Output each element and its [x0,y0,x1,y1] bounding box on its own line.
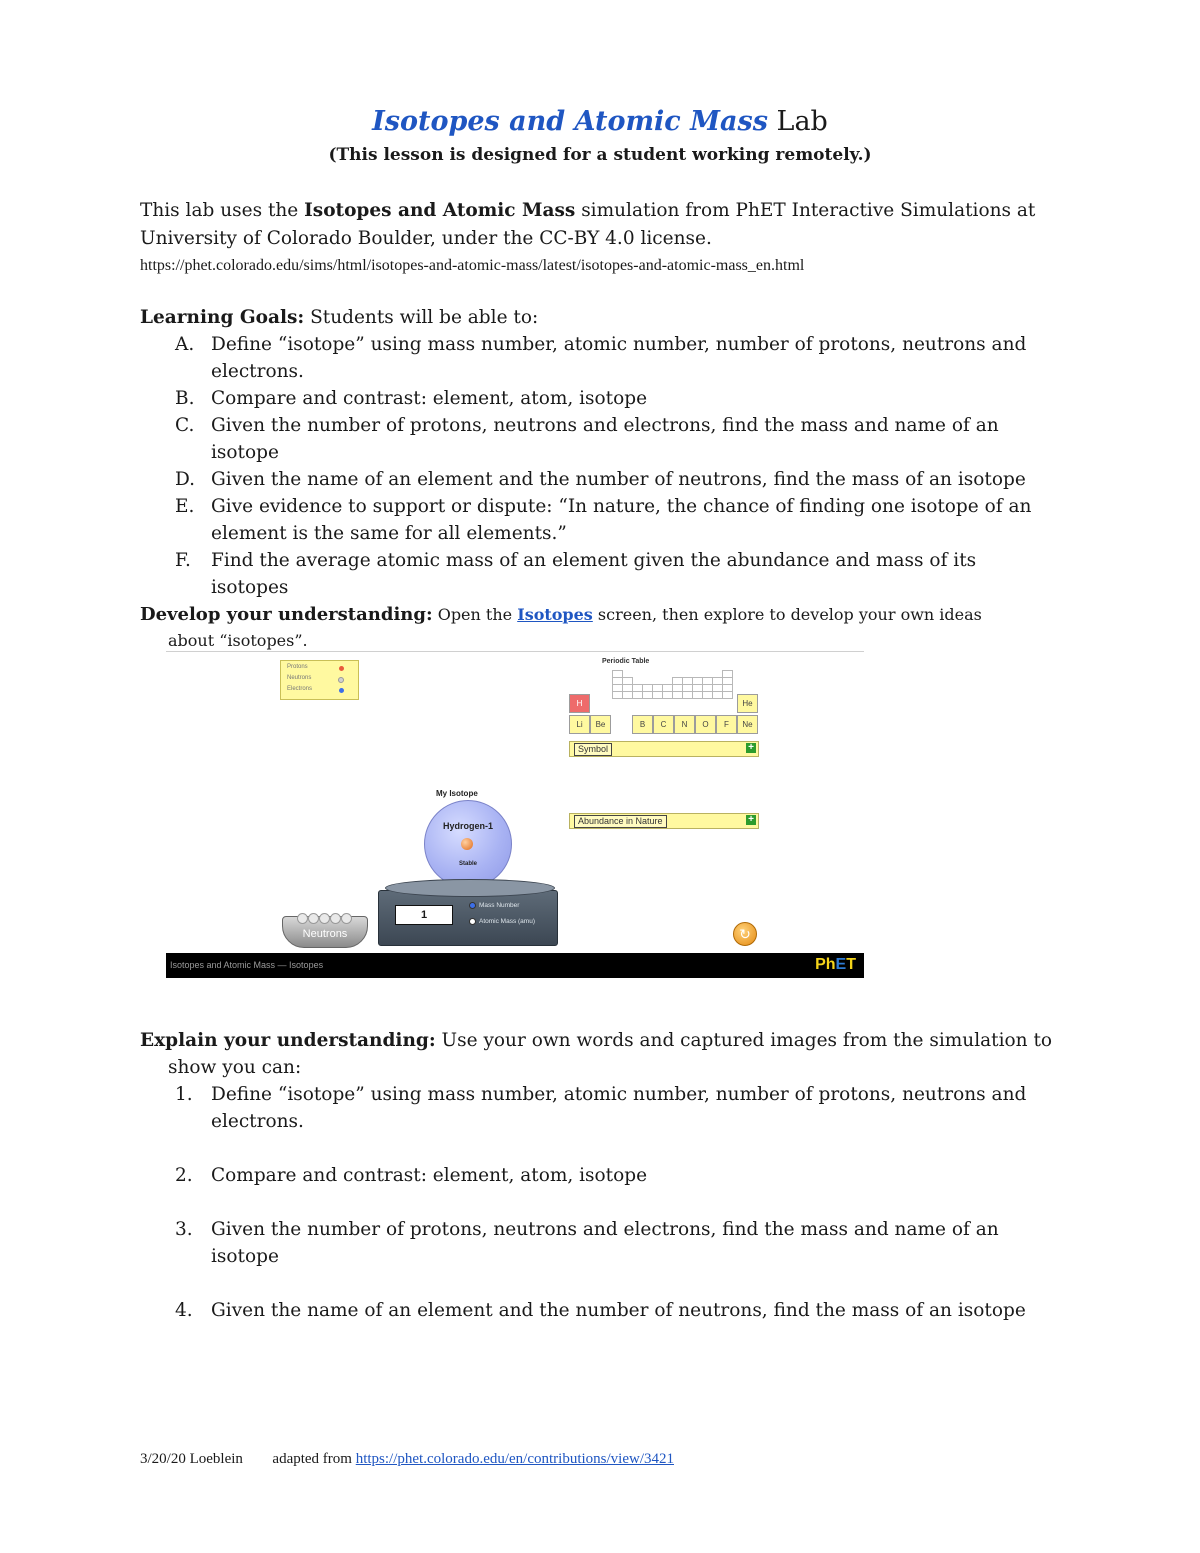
explain-text: Use your own words and captured images from the simulation to [435,1030,1053,1051]
goal-text: Compare and contrast: element, atom, isotope [211,388,648,409]
page-footer [140,1451,674,1468]
goal-label: E. [175,496,195,517]
symbol-panel-label: Symbol [574,743,612,756]
goal-text: Find the average atomic mass of an element given the abundance and mass of its isotopes [211,550,977,598]
goal-text: Given the name of an element and the number of neutrons, find the mass of an isotope [211,469,1026,490]
question-text: Given the number of protons, neutrons and electrons, find the mass and name of an [211,1219,999,1240]
legend-electrons: Electrons [287,686,313,692]
question-text: Given the name of an element and the number of neutrons, find the mass of an isotope [211,1300,1026,1321]
stability-label: Stable [458,861,477,867]
atomic-mass-option[interactable] [469,918,535,925]
sim-bar-title: Isotopes and Atomic Mass — Isotopes [170,960,324,970]
element-cell-he[interactable]: He [737,694,758,713]
intro-text-b: simulation from PhET Interactive Simulations at [575,200,1036,221]
goals-lead: Students will be able to: [304,307,539,328]
neutron-ball-icon[interactable] [319,913,330,924]
question-text: Define “isotope” using mass number, atomic number, number of protons, neutrons and [211,1084,1027,1105]
my-isotope-title: My Isotope [436,789,478,798]
intro-paragraph [140,197,1080,253]
goal-text: Given the number of protons, neutrons and electrons, find the mass and name of an [211,415,999,436]
phet-logo[interactable] [815,956,856,974]
isotope-name: Hydrogen-1 [442,821,493,831]
isotope-sphere [424,800,512,888]
phet-logo-e: E [835,956,847,973]
element-cell-c[interactable]: C [653,715,674,734]
develop-text-a: Open the [432,605,518,624]
symbol-panel[interactable] [569,741,759,757]
question-item [175,1297,1055,1324]
goal-text-cont: element is the same for all elements.” [211,523,567,544]
element-cell-f[interactable]: F [716,715,737,734]
mass-number-option[interactable] [469,902,519,909]
element-cell-o[interactable]: O [695,715,716,734]
periodic-table-title: Periodic Table [602,658,650,665]
reset-icon[interactable]: ↻ [733,922,757,946]
scale-plate [385,879,555,897]
element-cell-ne[interactable]: Ne [737,715,758,734]
element-cell-be[interactable]: Be [590,715,611,734]
phet-logo-ph: Ph [815,956,836,973]
neutron-bucket[interactable] [282,916,368,948]
neutron-ball-icon[interactable] [341,913,352,924]
mass-number-label: Mass Number [479,902,520,910]
explain-line2 [168,1054,1108,1082]
question-label: 1. [175,1084,193,1105]
element-cell-h-selected[interactable]: H [569,694,590,713]
question-item [175,1216,1055,1270]
goal-text: Give evidence to support or dispute: “In nature, the chance of finding one isotope of an [211,496,1032,517]
expand-plus-icon[interactable]: + [746,815,756,825]
goal-item [175,331,1055,385]
explain-text-cont: show you can: [168,1057,302,1078]
sim-url[interactable]: https://phet.colorado.edu/sims/html/isotopes-and-atomic-mass/latest/isotopes-and-atomic-mass_en.html [140,257,805,274]
goal-text-cont: isotope [211,442,279,463]
goal-label: F. [175,550,191,571]
goal-item [175,466,1055,493]
goal-item [175,493,1055,547]
develop-heading: Develop your understanding: [140,604,433,625]
goals-heading: Learning Goals: [140,307,305,328]
goal-item [175,385,1055,412]
simulation-screenshot [166,651,864,978]
learning-goals-heading [140,304,1080,332]
expand-plus-icon[interactable]: + [746,743,756,753]
element-cell-n[interactable]: N [674,715,695,734]
scale-readout: 1 [395,905,453,925]
develop-text-b: screen, then explore to develop your own ideas [592,605,982,624]
goal-item [175,547,1055,601]
intro-line2: University of Colorado Boulder, under the CC-BY 4.0 license. [140,228,712,249]
question-text: Compare and contrast: element, atom, isotope [211,1165,648,1186]
element-cell-b[interactable]: B [632,715,653,734]
legend-neutrons: Neutrons [287,675,312,681]
bucket-label: Neutrons [302,928,348,940]
abundance-panel-label: Abundance in Nature [574,815,667,828]
phet-logo-t: T [846,956,856,973]
contribution-link[interactable]: https://phet.colorado.edu/en/contributions/view/3421 [355,1451,674,1467]
question-label: 4. [175,1300,193,1321]
isotopes-screen-link[interactable]: Isotopes [517,605,593,624]
neutron-dot [338,677,344,683]
question-label: 2. [175,1165,193,1186]
neutron-ball-icon[interactable] [297,913,308,924]
neutron-ball-icon[interactable] [330,913,341,924]
question-text-cont: isotope [211,1246,279,1267]
sim-navigation-bar [166,953,864,978]
goal-label: C. [175,415,195,436]
goal-label: D. [175,469,196,490]
explain-paragraph [140,1027,1080,1055]
goal-label: B. [175,388,195,409]
proton-dot [339,666,344,671]
explain-heading: Explain your understanding: [140,1030,436,1051]
intro-text-a: This lab uses the [140,200,305,221]
footer-adapted: adapted from [272,1451,356,1467]
scale [378,890,558,946]
question-text-cont: electrons. [211,1111,304,1132]
radio-icon [469,918,476,925]
goal-label: A. [175,334,195,355]
legend-protons: Protons [287,664,308,670]
goal-text-cont: electrons. [211,361,304,382]
title-suffix: Lab [767,106,828,137]
nucleus-icon[interactable] [461,838,473,850]
question-item [175,1081,1055,1135]
question-label: 3. [175,1219,193,1240]
abundance-panel[interactable] [569,813,759,829]
title-sim-name: Isotopes and Atomic Mass [372,106,768,137]
element-cell-li[interactable]: Li [569,715,590,734]
radio-selected-icon [469,902,476,909]
intro-sim-name: Isotopes and Atomic Mass [304,200,576,221]
subtitle: (This lesson is designed for a student working remotely.) [328,145,872,165]
particle-legend [280,660,359,700]
atomic-mass-label: Atomic Mass (amu) [479,918,535,926]
goal-item [175,412,1055,466]
electron-dot [339,688,344,693]
develop-text-c: about “isotopes”. [168,631,308,650]
question-item [175,1162,1055,1189]
develop-paragraph [140,601,1080,629]
footer-date-author: 3/20/20 Loeblein [140,1451,243,1467]
goal-text: Define “isotope” using mass number, atomic number, number of protons, neutrons and [211,334,1027,355]
neutron-ball-icon[interactable] [308,913,319,924]
page-title [0,106,1200,137]
